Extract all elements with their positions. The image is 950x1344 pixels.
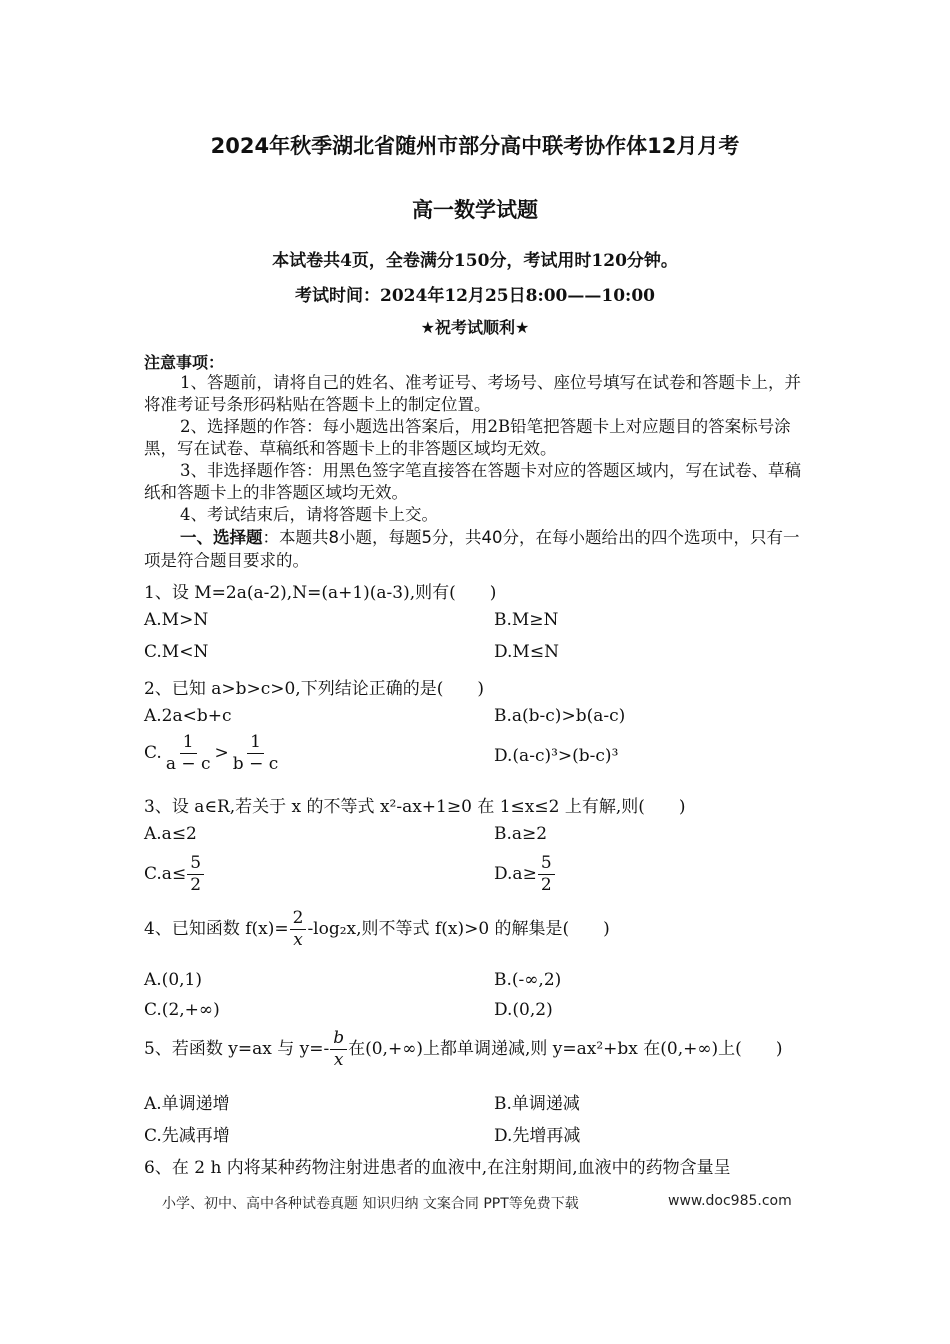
- q2-c-operator: >: [214, 743, 229, 763]
- q2-c-fraction-1: [163, 734, 214, 773]
- question-6: 6、在 2 h 内将某种药物注射进患者的血液中,在注射期间,血液中的药物含量呈: [144, 1158, 731, 1178]
- exam-info-line2: 考试时间：2024年12月25日8:00——10:00: [295, 286, 655, 306]
- q5-fraction: [330, 1030, 347, 1069]
- q1-option-d: D.M≤N: [494, 642, 559, 662]
- q1-option-a: A.M>N: [144, 610, 209, 630]
- q5-option-b: B.单调递减: [494, 1094, 580, 1114]
- q1-option-b: B.M≥N: [494, 610, 559, 630]
- q1-option-c: C.M<N: [144, 642, 209, 662]
- question-2: 2、已知 a>b>c>0,下列结论正确的是( ): [144, 679, 484, 699]
- q3-c-fraction: [187, 855, 204, 894]
- q5-prefix: 5、若函数 y=ax 与 y=-: [144, 1039, 330, 1059]
- q2-c-den2: b − c: [232, 754, 279, 774]
- q3-c-prefix: C.a≤: [144, 864, 187, 884]
- question-5: [144, 1030, 782, 1069]
- q5-option-a: A.单调递增: [144, 1094, 230, 1114]
- q3-d-den: 2: [540, 875, 552, 895]
- footer-url[interactable]: www.doc985.com: [668, 1193, 792, 1209]
- notice-item-4: 4、考试结束后，请将答题卡上交。: [180, 505, 438, 524]
- section-description: ：本题共8小题，每题5分，共40分，在每小题给出的四个选项中，只有一项是符合题目要求的。: [144, 528, 800, 570]
- exam-subtitle: 高一数学试题: [412, 198, 538, 222]
- q3-option-d: [494, 855, 556, 894]
- q4-option-d: D.(0,2): [494, 1000, 553, 1020]
- q3-option-c: [144, 855, 205, 894]
- q5-option-c: C.先减再增: [144, 1126, 230, 1146]
- notice-item-2: 2、选择题的作答：每小题选出答案后，用2B铅笔把答题卡上对应题目的答案标号涂黑，写在试卷、草稿纸和答题卡上的非答题区域均无效。: [144, 417, 791, 458]
- notice-item-3: 3、非选择题作答：用黑色签字笔直接答在答题卡对应的答题区域内，写在试卷、草稿纸和答题卡上的非答题区域均无效。: [144, 461, 801, 502]
- q3-d-fraction: [538, 855, 555, 894]
- q5-num: b: [330, 1030, 347, 1050]
- question-4: [144, 910, 610, 949]
- q4-prefix: 4、已知函数 f(x)=: [144, 919, 289, 939]
- q4-fraction: [290, 910, 307, 949]
- q2-c-den1: a − c: [165, 754, 211, 774]
- q2-c-fraction-2: [230, 734, 281, 773]
- q4-option-a: A.(0,1): [144, 970, 202, 990]
- exam-info-line1: 本试卷共4页，全卷满分150分，考试用时120分钟。: [272, 251, 678, 271]
- q2-option-a: A.2a<b+c: [144, 706, 232, 726]
- q4-den: x: [293, 930, 303, 950]
- q4-num: 2: [290, 910, 307, 930]
- q3-d-prefix: D.a≥: [494, 864, 537, 884]
- q2-option-d: D.(a-c)³>(b-c)³: [494, 746, 619, 766]
- exam-title: 2024年秋季湖北省随州市部分高中联考协作体12月月考: [210, 134, 740, 158]
- q2-c-num2: 1: [247, 734, 264, 754]
- q1-stem: M=2a(a-2),N=(a+1)(a-3),则有( ): [194, 583, 497, 603]
- q5-option-d: D.先增再减: [494, 1126, 581, 1146]
- q3-option-a: A.a≤2: [144, 824, 197, 844]
- notice-item-1: 1、答题前，请将自己的姓名、准考证号、考场号、座位号填写在试卷和答题卡上，并将准考证号条形码粘贴在答题卡上的制定位置。: [144, 373, 801, 414]
- q3-c-den: 2: [190, 875, 202, 895]
- section-choice-heading: [144, 526, 810, 572]
- q3-c-num: 5: [187, 855, 204, 875]
- q4-option-c: C.(2,+∞): [144, 1000, 220, 1020]
- q2-option-b: B.a(b-c)>b(a-c): [494, 706, 626, 726]
- q4-suffix: -log₂x,则不等式 f(x)>0 的解集是( ): [307, 919, 610, 939]
- footer-text: 小学、初中、高中各种试卷真题 知识归纳 文案合同 PPT等免费下载: [162, 1196, 579, 1212]
- q3-d-num: 5: [538, 855, 555, 875]
- q2-c-prefix: C.: [144, 743, 162, 763]
- q4-option-b: B.(-∞,2): [494, 970, 562, 990]
- q5-suffix: 在(0,+∞)上都单调递减,则 y=ax²+bx 在(0,+∞)上( ): [348, 1039, 783, 1059]
- q5-den: x: [333, 1050, 344, 1070]
- q2-option-c: [144, 734, 282, 773]
- section-label: 一、选择题: [180, 528, 263, 547]
- notice-heading: 注意事项：: [144, 353, 225, 372]
- exam-wish: ★祝考试顺利★: [420, 318, 530, 337]
- q3-option-b: B.a≥2: [494, 824, 548, 844]
- q2-c-num1: 1: [180, 734, 197, 754]
- question-1: [144, 578, 496, 603]
- q1-prefix: 1、设: [144, 583, 195, 603]
- question-3: 3、设 a∈R,若关于 x 的不等式 x²-ax+1≥0 在 1≤x≤2 上有解,则( ): [144, 797, 686, 817]
